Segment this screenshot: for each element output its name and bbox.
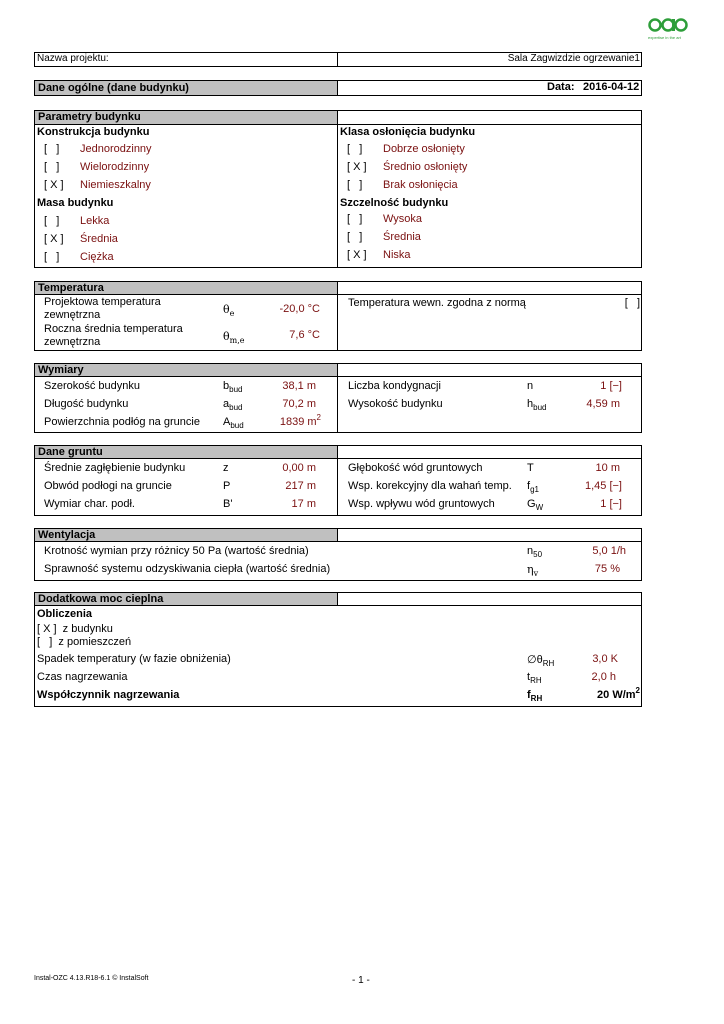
height-symbol: $h_{bud}$ — [527, 398, 547, 412]
ground-title: Dane gruntu — [38, 446, 103, 458]
dimensions-header — [34, 363, 338, 377]
length-label: Długość budynku — [44, 398, 129, 410]
annual-temp-value: 7,6 °C — [289, 329, 320, 341]
influence-value: 1 [−] — [600, 498, 622, 510]
params-header — [34, 110, 338, 125]
depth-symbol: z — [223, 462, 229, 474]
perimeter-symbol: P — [223, 480, 231, 492]
influence-label: Wsp. wpływu wód gruntowych — [348, 498, 495, 510]
length-value: 70,2 m — [282, 398, 316, 410]
influence-symbol: $G_W$ — [527, 498, 544, 512]
annual-temp-label: Roczna średnia temperatura zewnętrzna — [44, 323, 183, 348]
footer-software: Instal-OZC 4.13.R18-6.1 © InstalSoft — [34, 975, 149, 982]
ventilation-header — [34, 528, 338, 542]
company-logo — [648, 18, 690, 38]
date-label: Data: — [547, 81, 575, 93]
shelter-check-3: [ ] — [347, 179, 363, 191]
mass-label-3: Ciężka — [80, 251, 114, 263]
shelter-label-3: Brak osłonięcia — [383, 179, 458, 191]
date-value: 2016-04-12 — [583, 81, 640, 93]
char-dim-value: 17 m — [291, 498, 316, 510]
construction-check-2: [ ] — [44, 161, 60, 173]
project-name: Sala Zagwizdzie ogrzewanie1 — [507, 53, 640, 64]
mass-check-3: [ ] — [44, 251, 60, 263]
char-dim-symbol: B' — [223, 498, 233, 510]
ventilation-title: Wentylacja — [38, 529, 96, 541]
tightness-label-1: Wysoka — [383, 213, 423, 225]
general-header — [34, 80, 338, 96]
heat-time-value: 2,0 h — [591, 671, 616, 683]
width-value: 38,1 m — [282, 380, 316, 392]
footer-page-number: - 1 - — [352, 975, 370, 986]
perimeter-label: Obwód podłogi na gruncie — [44, 480, 172, 492]
recovery-symbol: $\eta_v$ — [527, 563, 539, 578]
area-symbol: $A_{bud}$ — [223, 416, 244, 430]
tightness-check-3: [ X ] — [347, 249, 367, 261]
mass-check-2: [ X ] — [44, 233, 64, 245]
internal-temp-label: Temperatura wewn. zgodna z normą — [348, 297, 526, 309]
construction-check-3: [ X ] — [44, 179, 64, 191]
general-title: Dane ogólne (dane budynku) — [38, 82, 189, 94]
ground-header — [34, 445, 338, 459]
air-change-value: 5,0 1/h — [592, 545, 626, 557]
area-label: Powierzchnia podłóg na gruncie — [44, 416, 200, 428]
air-change-symbol: $n_{50}$ — [527, 545, 543, 559]
floors-value: 1 [−] — [600, 380, 622, 392]
internal-temp-check: [ ] — [624, 297, 640, 309]
mass-check-1: [ ] — [44, 215, 60, 227]
heat-coef-value: 20 $W/m^2$ — [597, 686, 640, 701]
design-temp-value: -20,0 °C — [279, 303, 320, 315]
construction-title: Konstrukcja budynku — [37, 126, 150, 138]
construction-check-1: [ ] — [44, 143, 60, 155]
tightness-label-3: Niska — [383, 249, 411, 261]
recovery-label: Sprawność systemu odzyskiwania ciepła (wartość średnia) — [44, 563, 331, 575]
perimeter-value: 217 m — [285, 480, 316, 492]
tightness-check-1: [ ] — [347, 213, 363, 225]
shelter-check-1: [ ] — [347, 143, 363, 155]
heating-title: Dodatkowa moc cieplna — [38, 593, 164, 605]
logo-icon — [648, 18, 690, 32]
depth-label: Średnie zagłębienie budynku — [44, 462, 186, 474]
calc-option-building: [ X ] z budynku — [37, 623, 113, 635]
project-label: Nazwa projektu: — [37, 53, 109, 64]
heat-time-label: Czas nagrzewania — [37, 671, 128, 683]
dimensions-title: Wymiary — [38, 364, 84, 376]
mass-title: Masa budynku — [37, 197, 114, 209]
water-depth-symbol: T — [527, 462, 534, 474]
length-symbol: $a_{bud}$ — [223, 398, 243, 412]
width-label: Szerokość budynku — [44, 380, 140, 392]
air-change-label: Krotność wymian przy różnicy 50 Pa (wartość średnia) — [44, 545, 309, 557]
shelter-label-2: Średnio osłonięty — [383, 161, 468, 173]
shelter-label-1: Dobrze osłonięty — [383, 143, 465, 155]
area-value: 1839 $m^2$ — [279, 413, 321, 428]
mass-label-2: Średnia — [80, 233, 118, 245]
tightness-label-2: Średnia — [383, 231, 421, 243]
height-label: Wysokość budynku — [348, 398, 443, 410]
water-depth-label: Głębokość wód gruntowych — [348, 462, 483, 474]
design-temp-symbol: $\theta_e$ — [223, 303, 235, 318]
width-symbol: $b_{bud}$ — [223, 380, 243, 394]
mass-label-1: Lekka — [80, 215, 110, 227]
floors-symbol: n — [527, 380, 534, 392]
shelter-check-2: [ X ] — [347, 161, 367, 173]
temp-drop-label: Spadek temperatury (w fazie obniżenia) — [37, 653, 231, 665]
logo-tagline: expertise in the art — [648, 35, 681, 40]
construction-label-1: Jednorodzinny — [80, 143, 152, 155]
corr-label: Wsp. korekcyjny dla wahań temp. — [348, 480, 512, 492]
temperature-title: Temperatura — [38, 282, 104, 294]
heat-time-symbol: $t_{RH}$ — [527, 671, 542, 685]
construction-label-3: Niemieszkalny — [80, 179, 151, 191]
temperature-header — [34, 281, 338, 295]
heating-header — [34, 592, 338, 606]
recovery-value: 75 % — [594, 563, 620, 575]
calc-option-rooms: [ ] z pomieszczeń — [37, 636, 132, 648]
tightness-title: Szczelność budynku — [340, 197, 449, 209]
depth-value: 0,00 m — [282, 462, 316, 474]
temp-drop-symbol: $\emptyset\theta_{RH}$ — [527, 654, 555, 668]
char-dim-label: Wymiar char. podł. — [44, 498, 135, 510]
corr-value: 1,45 [−] — [584, 480, 622, 492]
heat-coef-label: Współczynnik nagrzewania — [37, 689, 180, 701]
height-value: 4,59 m — [586, 398, 620, 410]
temp-drop-value: 3,0 K — [592, 653, 618, 665]
corr-symbol: $f_{g1}$ — [527, 480, 539, 494]
params-title: Parametry budynku — [38, 111, 141, 123]
tightness-check-2: [ ] — [347, 231, 363, 243]
floors-label: Liczba kondygnacji — [348, 380, 441, 392]
design-temp-label: Projektowa temperatura zewnętrzna — [44, 296, 161, 321]
water-depth-value: 10 m — [595, 462, 620, 474]
construction-label-2: Wielorodzinny — [80, 161, 150, 173]
annual-temp-symbol: $\theta_{m,e}$ — [223, 330, 245, 345]
heat-coef-symbol: $f_{RH}$ — [527, 689, 543, 703]
calc-title: Obliczenia — [37, 608, 93, 620]
shelter-title: Klasa osłonięcia budynku — [340, 126, 476, 138]
